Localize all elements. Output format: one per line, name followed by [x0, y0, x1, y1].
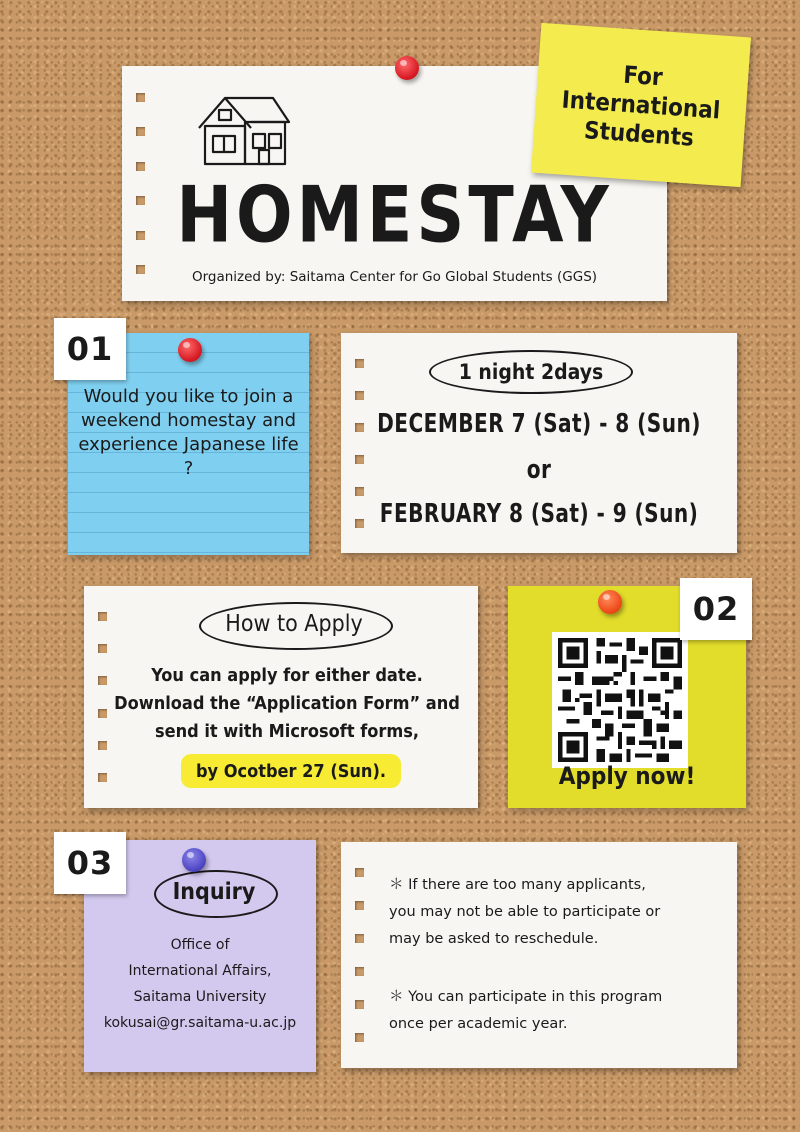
- section-number-02: 02: [680, 578, 752, 640]
- pushpin-apply: [598, 590, 622, 614]
- sticky-line: International: [560, 84, 722, 125]
- instruction-line: Download the “Application Form” and: [114, 693, 460, 714]
- organizer-text: Organized by: Saitama Center for Go Global Students (GGS): [191, 269, 598, 285]
- note-line: may be asked to reschedule.: [389, 931, 599, 947]
- or-text: or: [526, 455, 552, 485]
- note-applicants: [389, 872, 727, 953]
- pushpin-inquiry: [182, 848, 206, 872]
- international-students-sticky: [531, 23, 751, 187]
- qr-code[interactable]: [552, 632, 688, 768]
- how-to-apply-card: [84, 586, 478, 808]
- note-line: ＊ If there are too many applicants,: [389, 877, 646, 893]
- question-text: Would you like to join a weekend homestay and experience Japanese life ?: [78, 386, 299, 479]
- how-to-apply-heading: How to Apply: [225, 611, 363, 637]
- apply-instructions: [104, 662, 470, 746]
- contact-line: Saitama University: [133, 989, 267, 1005]
- section-number-01: 01: [54, 318, 126, 380]
- dates-card: [341, 333, 737, 553]
- notes-card: [341, 842, 737, 1068]
- instruction-line: send it with Microsoft forms,: [154, 721, 420, 742]
- contact-info: [84, 932, 316, 1036]
- pushpin-header: [395, 56, 419, 80]
- note-line: you may not be able to participate or: [389, 904, 661, 920]
- contact-line: Office of: [170, 937, 230, 953]
- sticky-line: Students: [583, 115, 695, 152]
- contact-email[interactable]: kokusai@gr.saitama-u.ac.jp: [103, 1015, 297, 1031]
- sticky-line: For: [622, 60, 664, 91]
- inquiry-heading: Inquiry: [172, 879, 256, 905]
- pushpin-question: [178, 338, 202, 362]
- section-number-03: 03: [54, 832, 126, 894]
- duration-label: 1 night 2days: [458, 360, 604, 384]
- date-option-february: FEBRUARY 8 (Sat) - 9 (Sun): [379, 499, 699, 529]
- binder-holes: [355, 842, 364, 1068]
- note-line: ＊ You can participate in this program: [389, 989, 663, 1005]
- note-line: once per academic year.: [389, 1016, 568, 1032]
- house-icon: [195, 92, 291, 166]
- date-option-december: DECEMBER 7 (Sat) - 8 (Sun): [377, 409, 701, 439]
- page-title: HOMESTAY: [176, 169, 613, 261]
- note-once-per-year: [389, 984, 727, 1038]
- deadline-highlight: by Ocotber 27 (Sun).: [181, 754, 401, 788]
- contact-line: International Affairs,: [128, 963, 272, 979]
- instruction-line: You can apply for either date.: [151, 665, 423, 686]
- binder-holes: [355, 333, 364, 553]
- apply-now-label: Apply now!: [558, 762, 696, 790]
